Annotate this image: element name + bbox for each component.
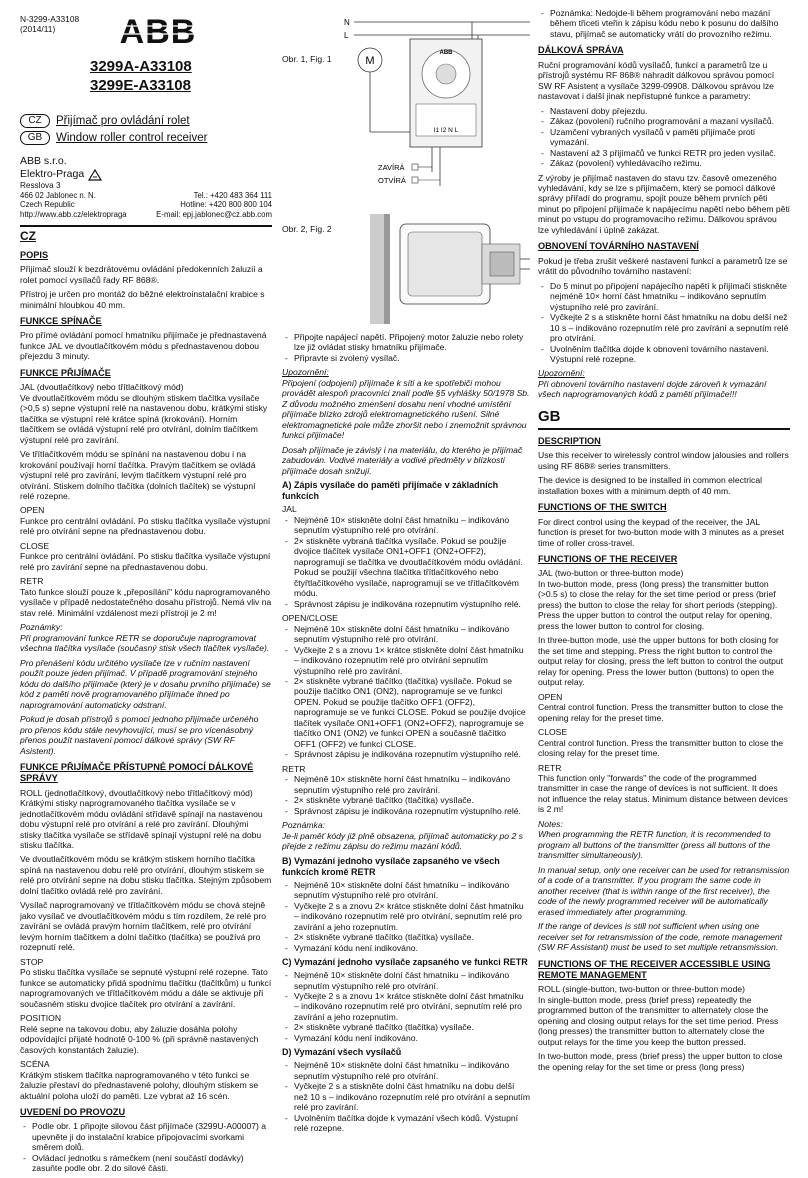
gb-jal-p1: In two-button mode, press (long press) the transmitter button (>0.5 s) to close the relay for the set time period or press (brief press) the button to close the relay for short periods (stepping). Press the upper button to control the output relay for opening, press the lower button to control for closing. [538,578,778,631]
lang-cz-title [20,114,272,128]
header-block [20,14,272,114]
fig1-label: Obr. 1, Fig. 1 [282,54,332,64]
motor-label: M [365,55,375,67]
list-item: - Zákaz (povolení) ručního programování a mazaní vysílačů. [550,116,790,126]
company-web[interactable]: http://www.abb.cz/elektropraga [20,209,127,219]
stop-p: Po stisku tlačítka vysílače se sepnuté výstupní relé rozepne. Tato funkce se automaticky přidá spodnímu tlačítku (tlačítkům) u funkcí naprogramovaných ve třítlačítkovém módu a dále se aktivuje při současném stisku dvojice tlačítek pro otvírání a zavírání. [20,967,272,1009]
obnoveni-p: Pokud je třeba zrušit veškeré nastavení funkcí a parametrů lze se vrátit do původního továrního nastavení: [538,255,788,277]
pozn-p1: Při programování funkce RETR se doporučuje naprogramovat všechna tlačítka vysílače (současný stisk všech tlačítek vysílače). [20,632,270,654]
model-e: 3299E-A33108 [90,76,191,94]
list-item: - Vyčkejte 2 s a znovu 2× krátce stiskněte dolní část hmatníku – indikováno rozepnutím relé pro otvírání, sepnutím relé pro zavírání a jeho rozepnutím. [294,901,530,932]
retr-heading: RETR [20,576,44,587]
spinace-p: Pro přímé ovládání pomocí hmatníku přijímače je přednastavená funkce JAL ve dvoutlačítkovém módu s přednastavenou dobou přejezdu 3 minuty. [20,330,267,362]
list-item: - Vymazání kódu není indikováno. [294,1033,530,1043]
gb-notes-p2: In manual setup, only one receiver can be used for retransmission of a code of a transmitter. If you program the same code in another receiver (that is within range of the first receiver), the code of the newly programmed receiver will be automatically erased immediately after programming. [538,864,790,917]
close-p: Funkce pro centrální ovládání. Po stisku tlačítka vysílače výstupní relé pro zavírání sepne na přednastavenou dobu. [20,551,271,572]
list-item: - 2× stiskněte vybrané tlačítko (tlačítka) vysílače. [294,795,530,805]
gb-open-p: Central control function. Press the transmitter button to close the opening relay for the preset time. [538,702,784,723]
list-item: - 2× stiskněte vybrané tlačítko (tlačítka) vysílače. Pokud se použije tlačítko ON1 (ON2), naprogramuje se ve funkci OPEN. Pokud se použije tlačítko OFF1 (OFF2), naprogramuje se ve funkci CLOSE. Pokud se použije dvojice tlačítek vysílače ON1+OFF1 (ON2+OFF2), naprogramuje se tlačítko ON1 (ON2) ve funkci OPEN a současně tlačítko OFF1 (OFF2) ve funkci CLOSE. [294,676,530,749]
list-item: - Vyčkejte 2 s a znovu 1× krátce stiskněte dolní část hmatníku – indikováno rozepnutím relé pro otvírání sepnutím výstupního relé pro zavírání. [294,645,530,676]
dalkova-heading: DÁLKOVÁ SPRÁVA [538,45,624,56]
gb-desc-heading: DESCRIPTION [538,436,601,447]
scena-heading: SCÉNA [20,1059,50,1070]
list-item: - Nejméně 10× stiskněte horní část hmatníku – indikováno sepnutím výstupního relé pro zavírání. [294,774,530,795]
note-top-list [538,8,790,39]
gb-section-tag: GB [538,408,790,430]
company-name2 [20,168,272,181]
spinace-heading: FUNKCE SPÍNAČE [20,316,102,327]
pozn-heading: Poznámky: [20,622,63,633]
gb-receiver-heading: FUNCTIONS OF THE RECEIVER [538,554,678,565]
a-heading: A) Zápis vysílače do paměti přijímače v základních funkcích [282,480,499,502]
obnoveni-list [538,281,790,365]
list-item: - Uvolněním tlačítka dojde k obnovení továrního nastavení. Výstupní relé rozepne. [550,344,790,365]
abb-logo [115,14,201,50]
list-item: - Připojte napájecí napětí. Připojený motor žaluzie nebo rolety lze již ovládat stisky hmatníku přijímače. [294,332,530,353]
gb-switch-p: For direct control using the keypad of the receiver, the JAL function is preset for two-button mode with 3 minutes as a preset time of roller cross-travel. [538,516,785,548]
title-gb: Window roller control receiver [56,132,208,145]
roll-p3: Vysílač naprogramovaný ve třítlačítkovém módu se chová stejně jako vysílač ve dvoutlačítkovém módu s tím rozdílem, že relé pro zavírání se ovládá pravým horním tlačítkem, relé pro otvírání levým horním tlačítkem a dolní tlačítko (tlačítka) se používá pro rozepnutí relé. [20,900,266,953]
a-jal-list [282,515,530,609]
upoz-p2: Dosah přijímače je závislý i na materiálu, do kterého je přijímač zabudován. Vodivé materiály a vodivé předměty v blízkosti přijímače dosah snižují. [282,444,523,476]
c-heading: C) Vymazání jednoho vysílače zapsaného ve funkci RETR [282,957,528,968]
list-item: - 2× stiskněte vybrané tlačítko (tlačítka) vysílače. [294,932,530,942]
list-item: - Vyčkejte 2 s a stiskněte dolní část hmatníku na dobu delší než 10 s – indikováno rozepnutím relé pro otvírání a sepnutím relé pro zavírání. [294,1081,530,1112]
gb-notes-heading: Notes: [538,818,563,829]
list-item: - Uzamčení vybraných vysílačů v paměti přijímače proti vymazání. [550,127,790,148]
otvira-label: OTVÍRÁ [378,176,406,185]
doc-date: (2014/11) [20,24,56,35]
popis-p1: Přijímač slouží k bezdrátovému ovládání předokenních žaluzií a rolet pomocí vysílačů řady RF 868®. [20,264,263,285]
gb-roll-p2: In two-button mode, press (brief press) the upper button to close the opening relay for the set time or press (long press) [538,1051,783,1072]
list-item: - 2× stiskněte vybrané tlačítko (tlačítka) vysílače. [294,1022,530,1032]
list-item: - Ovládací jednotku s rámečkem (není součástí dodávky) zasuňte podle obr. 2 do silové části. [32,1153,272,1174]
fig2-mounting-diagram [370,204,530,324]
a-retr-heading: RETR [282,763,306,774]
gb-roll-p1: In single-button mode, press (brief press) repeatedly the programmed button of the transmitter to alternately close the opening and closing output relays for the set time period. Press (long presses) the transmitter button to alternately close the output relays for the time you keep the button pressed. [538,994,779,1047]
jal-p2: Ve třítlačítkovém módu se spínání na nastavenou dobu i na krokování používají horní tlačítka. Pravým tlačítkem se ovládá výstupní relé pro zavírání, levým tlačítkem výstupní relé pro otvírání. Stiskem dolního tlačítka (dolních tlačítek) se výstupní relé rozepne. [20,449,256,501]
list-item: - Nejméně 10× stiskněte dolní část hmatníku – indikováno sepnutím výstupního relé pro otvírání. [294,1060,530,1081]
figures-block [282,14,530,332]
company-city: 466 02 Jablonec n. N. [20,190,96,200]
column-right [538,8,790,1076]
a-oc-heading: OPEN/CLOSE [282,613,338,624]
list-item: - Vyčkejte 2 s a stiskněte horní část hmatníku na dobu delší než 10 s – indikováno rozepnutím relé pro zavírání a sepnutím relé pro otvírání. [550,312,790,343]
upoz-heading: Upozornění: [282,367,329,378]
c-list [282,970,530,1043]
list-item: - Správnost zápisu je indikována rozepnutím výstupního relé. [294,599,530,609]
list-item: - Nastavení doby přejezdu. [550,106,790,116]
open-heading: OPEN [20,505,45,516]
retr-p: Tato funkce slouží pouze k „přeposílání" kódu naprogramovaného vysílače v případě nedostatečného dosahu přístrojů. Nemá vliv na stav relé. Minimální vzdálenost mezi přístroji je 2 m! [20,586,272,618]
open-p: Funkce pro centrální ovládání. Po stisku tlačítka vysílače výstupní relé pro otvírání sepne na přednastavenou dobu. [20,515,271,537]
obnoveni-heading: OBNOVENÍ TOVÁRNÍHO NASTAVENÍ [538,241,699,252]
position-heading: POSITION [20,1013,62,1024]
pozn-p3: Pokud je dosah přístrojů s pomocí jednoho přijímače určeného pro přenos kódu stále nevyhovující, musí se pro vícenásobný přenos použít nastavení pomocí dálkové správy (SW RF Asistent). [20,714,259,756]
fig2-label: Obr. 2, Fig. 2 [282,224,332,234]
zavira-label: ZAVÍRÁ [378,163,405,172]
gb-desc-p1: Use this receiver to wirelessly control window jalousies and rollers using RF 868® series transmitters. [538,450,789,471]
company-tel: Tel.: +420 483 364 111 [193,190,272,200]
column-middle [282,14,530,1138]
model-numbers [90,58,192,96]
provoz-list [20,1121,272,1173]
gb-desc-p2: The device is designed to be installed in common electrical installation boxes with a minimum depth of 40 mm. [538,475,763,496]
position-p: Relé sepne na takovou dobu, aby žaluzie dosáhla polohy odpovídající přijaté hodnotě 0-100 % (při správně nastavených časových konstantách žaluzie). [20,1023,259,1055]
popis-p2: Přístroj je určen pro montáž do běžné elektroinstalační krabice s minimální hloubkou 40 mm. [20,289,265,310]
gb-jal-heading: JAL (two-button or three-button mode) [538,568,684,579]
list-item: - Vyčkejte 2 s a znovu 1× krátce stiskněte dolní část hmatníku – indikováno rozepnutím relé pro otvírání, sepnutím relé pro zavírání a jeho rozepnutím. [294,991,530,1022]
title-cz: Přijímač pro ovládání rolet [56,115,190,128]
d-list [282,1060,530,1133]
wire-n-label: N [344,18,350,27]
note-top: - Poznámka: Nedojde-li během programování nebo mazání během třiceti vteřin k zápisu kódu nebo k posunu do dalšího stavu, přijímač se automaticky vrátí do provozního režimu. [550,8,790,39]
company-country: Czech Republic [20,200,75,210]
jal-heading: JAL (dvoutlačítkový nebo třítlačítkový mód) [20,382,184,393]
provoz-list-cont [282,332,530,363]
roll-p1: Krátkými stisky naprogramovaného tlačítka vysílače se v jednotlačítkovém módu ovládání střídavě spínají na nastavenou dobu výstupní relé pro otvírání a relé pro zavírání. Dlouhými stisky tlačítka vysílače se střídavě spínají výstupní relé na dobu stisku tlačítka. [20,798,263,850]
gb-retr-heading: RETR [538,762,562,773]
list-item: - Vymazání kódu není indikováno. [294,943,530,953]
dalkova-list [538,106,790,169]
pozn-p2: Pro přenášení kódu určitého vysílače lze v ručním nastavení použít pouze jeden přijímač. V případě programování stejného kódu do dalšího přijímače (který je v dosahu prvního přijímače) se kód z paměti nově programovaného přijímače ihned po naprogramování automaticky odstraní. [20,657,271,710]
list-item: - Do 5 minut po připojení napájecího napětí k přijímači stiskněte nejméně 10× horní část hmatníku – indikováno sepnutím výstupního relé pro zavírání. [550,281,790,312]
dalkova-p2: Z výroby je přijímač nastaven do stavu tzv. časově omezeného vyhledávání, kdy se lze s přijímačem, který se pomocí dálkové správy přiřadí do programu, spojit pouze během prvních pěti minut po připojení přijímače k napájecímu napětí nebo během pěti minut po vstupu do programovacího režimu. Dálkovou správou lze vyhledávání i úplně zakázat. [538,172,790,235]
provoz-heading: UVEDENÍ DO PROVOZU [20,1107,126,1118]
obn-upoz-p: Při obnovení továrního nastavení dojde zároveň k vymazání všech naprogramovaných kódů z paměti přijímače!!! [538,378,767,400]
gb-switch-heading: FUNCTIONS OF THE SWITCH [538,502,667,513]
company-row1 [20,191,272,201]
gb-close-heading: CLOSE [538,727,568,738]
model-a: 3299A-A33108 [90,58,192,75]
obn-upoz-heading: Upozornění: [538,368,585,379]
dalkova-p1: Ruční programování kódů vysílačů, funkcí a parametrů lze u přístrojů systému RF 868® nahradit dálkovou správou pomocí SW RF Asistent a vysílače 3299-09908. Dálkovou správou lze nastavovat i další jinak nepřístupné funkce a parametry: [538,59,775,102]
list-item: - Zákaz (povolení) vyhledávacího režimu. [550,158,790,168]
list-item: - Správnost zápisu je indikována rozepnutím výstupního relé. [294,806,530,816]
list-item: - Uvolněním tlačítka dojde k vymazání všech kódů. Výstupní relé rozepne. [294,1113,530,1134]
scena-p: Krátkým stiskem tlačítka naprogramovaného v této funkci se žaluzie přestaví do přednastavené polohy, dlouhým stiskem se aktuální poloha uloží do paměti. Lze vybrat až 16 scén. [20,1069,259,1101]
lang-gb-tag: GB [20,131,50,145]
list-item: - 2× stiskněte vybraná tlačítka vysílače. Pokud se použije dvojice tlačítek vysílače ON1+OFF1 (ON2+OFF2), naprogramují se tlačítka ve dvoutlačítkovém módu ovládání. Pokud se použijí všechna tlačítka třítlačítkového nebo čtyřtlačítkového vysílače, naprogramují se ve třítlačítkovém módu. [294,536,530,599]
wire-l-label: L [344,31,349,40]
gb-open-heading: OPEN [538,691,563,702]
prijimace-heading: FUNKCE PŘIJÍMAČE [20,367,111,378]
roll-p2: Ve dvoutlačítkovém módu se krátkým stiskem horního tlačítka spíná na nastavenou dobu relé pro otvírání, dlouhým stiskem se relé pro otvírání sepne na dobu stisku tlačítka. Stejným způsobem dolní tlačítko ovládá relé pro zavírání. [20,854,272,896]
company-hotline: Hotline: +420 800 800 104 [180,200,272,210]
abb-logo-text: ABB [119,14,197,50]
b-heading: B) Vymazání jednoho vysílače zapsaného ve všech funkcích kromě RETR [282,855,500,877]
upoz-p1: Připojení (odpojení) přijímače k síti a ke spotřebiči mohou provádět alespoň pracovníci znalí podle §5 vyhlášky 50/1978 Sb. Z důvodu možného zmenšení dosahu není vhodné umístění přijímače blízko zdrojů elektromagnetického rušení. Silné elektromagnetické pole může zhoršit nebo i znemožnit správnou funkci přijímače! [282,377,530,441]
company-block [20,155,272,219]
company-name: ABB s.r.o. [20,155,67,168]
gb-retr-p: This function only "forwards" the code of the programmed transmitter in case the range of devices is not sufficient. It does not influence the relay status. Minimum distance between devices is 2 m! [538,773,788,815]
a-pozn-heading: Poznámka: [282,820,325,831]
list-item: - Nejméně 10× stiskněte dolní část hmatníku – indikováno sepnutím výstupního relé pro otvírání. [294,880,530,901]
list-item: - Nejméně 10× stiskněte dolní část hmatníku – indikováno sepnutím výstupního relé pro otvírání. [294,515,530,536]
d-heading: D) Vymazání všech vysílačů [282,1047,402,1058]
company-street: Resslova 3 [20,180,61,190]
cz-section-bar [20,225,272,244]
device-logo: ABB [439,50,453,56]
list-item: - Nejméně 10× stiskněte dolní část hmatníku – indikováno sepnutím výstupního relé pro otvírání. [294,624,530,645]
terminal-labels: I1 I2 N L [433,127,459,134]
a-retr-list [282,774,530,816]
gb-roll-heading: ROLL (single-button, two-button or three-button mode) [538,984,745,995]
pristupne-heading: FUNKCE PŘIJÍMAČE PŘÍSTUPNÉ POMOCÍ DÁLKOVÉ SPRÁVY [20,762,254,784]
gb-notes-p1: When programming the RETR function, it is recommended to program all buttons of the transmitter (press all buttons of the transmitter simultaneously). [538,829,771,861]
list-item: - Nejméně 10× stiskněte dolní část hmatníku – indikováno sepnutím výstupního relé pro otvírání. [294,970,530,991]
company-row3 [20,210,272,220]
close-heading: CLOSE [20,540,50,551]
list-item: - Nastavení až 3 přijímačů ve funkci RETR pro jeden vysílač. [550,148,790,158]
gb-close-p: Central control function. Press the transmitter button to close the closing relay for the preset time. [538,737,784,759]
gb-notes-p3: If the range of devices is still not sufficient when using one receiver set for retransmission of the code, remote management (SW RF Assistant) must be used to set multiple retransmission. [538,921,783,953]
jal-p1: Ve dvoutlačítkovém módu se dlouhým stiskem tlačítka vysílače (>0,5 s) sepne výstupní relé na nastavenou dobu, krátkými stisky tlačítka se výstupní relé krátce spíná (krokování). Horním tlačítkem se ovládá výstupní relé pro otvírání, dolním tlačítkem výstupní relé pro zavírání. [20,392,268,445]
list-item: - Připravte si zvolený vysílač. [294,353,530,363]
lang-cz-tag: CZ [20,114,50,128]
company-name2-text: Elektro-Praga [20,168,85,181]
gb-remote-heading: FUNCTIONS OF THE RECEIVER ACCESSIBLE USING REMOTE MANAGEMENT [538,958,771,980]
popis-heading: POPIS [20,250,49,261]
warning-triangle-icon [88,169,102,181]
b-list [282,880,530,953]
a-jal-heading: JAL [282,504,297,515]
column-left [20,14,272,1178]
cz-section-tag: CZ [20,229,36,244]
fig1-wiring-diagram [342,14,530,190]
roll-heading: ROLL (jednotlačítkový, dvoutlačítkový nebo třítlačítkový mód) [20,787,253,798]
doc-number: N-3299-A33108 [20,14,80,24]
company-row2 [20,200,272,210]
gb-jal-p2: In three-button mode, use the upper buttons for both closing for the set time and stepping. Press the right button to control the output relay for closing, press the left button to control the output relay for opening. Press the lower button (buttons) to open the output relay. [538,635,784,688]
list-item: - Podle obr. 1 připojte silovou část přijímače (3299U-A00007) a upevněte ji do instalační krabice připojovacími svorkami směrem dolů. [32,1121,272,1152]
company-email[interactable]: E-mail: epj.jablonec@cz.abb.com [156,209,272,219]
a-oc-list [282,624,530,760]
stop-heading: STOP [20,956,44,967]
lang-gb-title [20,131,272,145]
list-item: - Správnost zápisu je indikována rozepnutím výstupního relé. [294,749,530,759]
a-pozn-p: Je-li paměť kódy již plně obsazena, přijímač automaticky po 2 s přejde z režimu zápisu do režimu mazání kódů. [282,830,523,852]
